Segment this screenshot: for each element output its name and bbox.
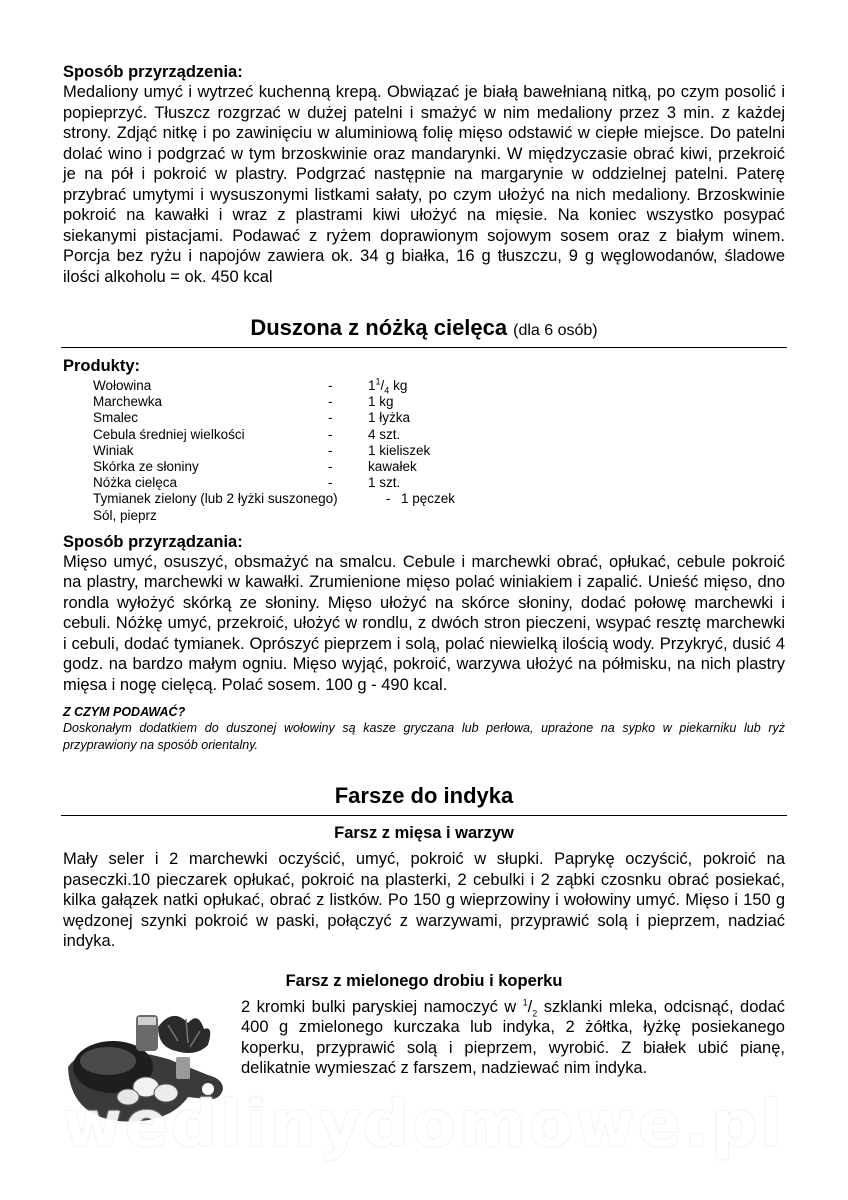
recipe-title: Duszona z nóżką cielęca xyxy=(250,315,508,340)
ingredients-list xyxy=(93,378,785,524)
recipe-serves: (dla 6 osób) xyxy=(513,322,598,339)
ingredient-qty: $1^1/_4$ kg xyxy=(368,376,408,396)
ingredient-row: Tymianek zielony (lub 2 łyżki suszonego) - 1 pęczek xyxy=(93,491,456,507)
stuffing-title: Farsze do indyka xyxy=(334,783,514,809)
products-heading: Produkty: xyxy=(63,357,141,375)
ingredient-row: Winiak - 1 kieliszek xyxy=(93,442,431,458)
serve-heading: Z CZYM PODAWAĆ? xyxy=(63,705,186,720)
ingredient-row: Cebula średniej wielkości - 4 szt. xyxy=(93,426,401,442)
ingredient-row: Wołowina - $1^1/_4$ kg xyxy=(93,376,408,396)
ingredient-row: Skórka ze słoniny - kawałek xyxy=(93,459,417,475)
ingredient-row: Marchewka - 1 kg xyxy=(93,394,394,410)
ingredient-row: Sól, pieprz xyxy=(93,507,157,523)
stuffing-sub-title-2: Farsz z mielonego drobiu i koperku xyxy=(285,971,563,990)
method-heading-2: Sposób przyrządzania: xyxy=(63,532,243,551)
page-content xyxy=(63,62,785,1137)
ingredient-row: Nóżka cielęca - 1 szt. xyxy=(93,475,401,491)
serve-text: Doskonałym dodatkiem do duszonej wołowiny są kasze gryczana lub perłowa, uprażone na sypko w piekarniku lub ryż przyprawiony na sposób orientalny. xyxy=(63,721,785,752)
stuffing-sub-title-1: Farsz z mięsa i warzyw xyxy=(334,824,514,843)
method-text-2: Mięso umyć, osuszyć, obsmażyć na smalcu. Cebule i marchewki obrać, opłukać, cebule pokroić na plastry, marchewki w kawałki. Zrumienione mięso polać winiakiem i zapalić. Unieść mięso, dno rondla wyłożyć skórką ze słoniny. Mięso ułożyć na skórce słoniny, dodać połowę marchewki i cebuli. Nóżkę umyć, przekroić, ułożyć w rondlu, z dwóch stron pieczeni, wsypać resztę marchewki i cebuli, dodać tymianek. Oprószyć pieprzem i solą, polać niewielką ilością wody. Przykryć, dusić 4 godz. na bardzo małym ogniu. Mięso wyjąć, pokroić, warzywa ułożyć na półmisku, na nich plastry mięsa i nogę cielęcą. Polać sosem. 100 g - 490 kcal. xyxy=(63,552,785,694)
method-text-1: Medaliony umyć i wytrzeć kuchenną krepą. Obwiązać je białą bawełnianą nitką, po czym posolić i popieprzyć. Tłuszcz rozgrzać w dużej patelni i smażyć w nim medaliony przez 3 min. z każdej strony. Zdjąć nitkę i po zawinięciu w aluminiową folię mięso odstawić w ciepłe miejsce. Do patelni dolać wino i podgrzać w tym brzoskwinie oraz mandarynki. W międzyczasie obrać kiwi, przekroić je na pół i pokroić w plastry. Podgrzać następnie na margarynie w oddzielnej patelni. Paterę przybrać umytymi i wysuszonymi listkami sałaty, po czym ułożyć na nich medaliony. Brzoskwinie pokroić na kawałki i wraz z plastrami kiwi ułożyć na mięsie. Na koniec wszystko posypać siekanymi pistacjami. Podawać z ryżem doprawionym sojowym sosem oraz z białym winem. Porcja bez ryżu i napojów zawiera ok. 34 g białka, 16 g tłuszczu, 9 g węglowodanów, śladowe ilości alkoholu = ok. 450 kcal xyxy=(63,83,785,286)
method-heading-1: Sposób przyrządzenia: xyxy=(63,63,243,81)
recipe-title-row xyxy=(61,315,787,348)
watermark: wedlinydomowe.pl xyxy=(62,1088,786,1162)
stuffing-title-row xyxy=(61,783,787,816)
ingredient-row: Smalec - 1 łyżka xyxy=(93,410,411,426)
stuffing-text-1: Mały seler i 2 marchewki oczyścić, umyć, pokroić w słupki. Paprykę oczyścić, pokroić na paseczki.10 pieczarek opłukać, pokroić na plasterki, 2 cebulki i 2 ząbki czosnku obrać posiekać, kilka gałązek natki opłukać, obrać z listków. Po 150 g wieprzowiny i wołowiny umyć. Mięso i 150 g wędzonej szynki pokroić w paski, połączyć z warzywami, przyprawić solą i pieprzem, nadziać indyka. xyxy=(63,850,785,951)
stuffing-text-2: 2 kromki bulki paryskiej namoczyć w $^1/_2$ szklanki mleka, odcisnąć, dodać 400 g zmielonego kurczaka lub indyka, 2 żółtka, łyżkę posiekanego koperku, przyprawić solą i pieprzem, wyrobić. Z białek ubić pianę, delikatnie wymieszać z farszem, nadziewać nim indyka. xyxy=(241,997,785,1078)
